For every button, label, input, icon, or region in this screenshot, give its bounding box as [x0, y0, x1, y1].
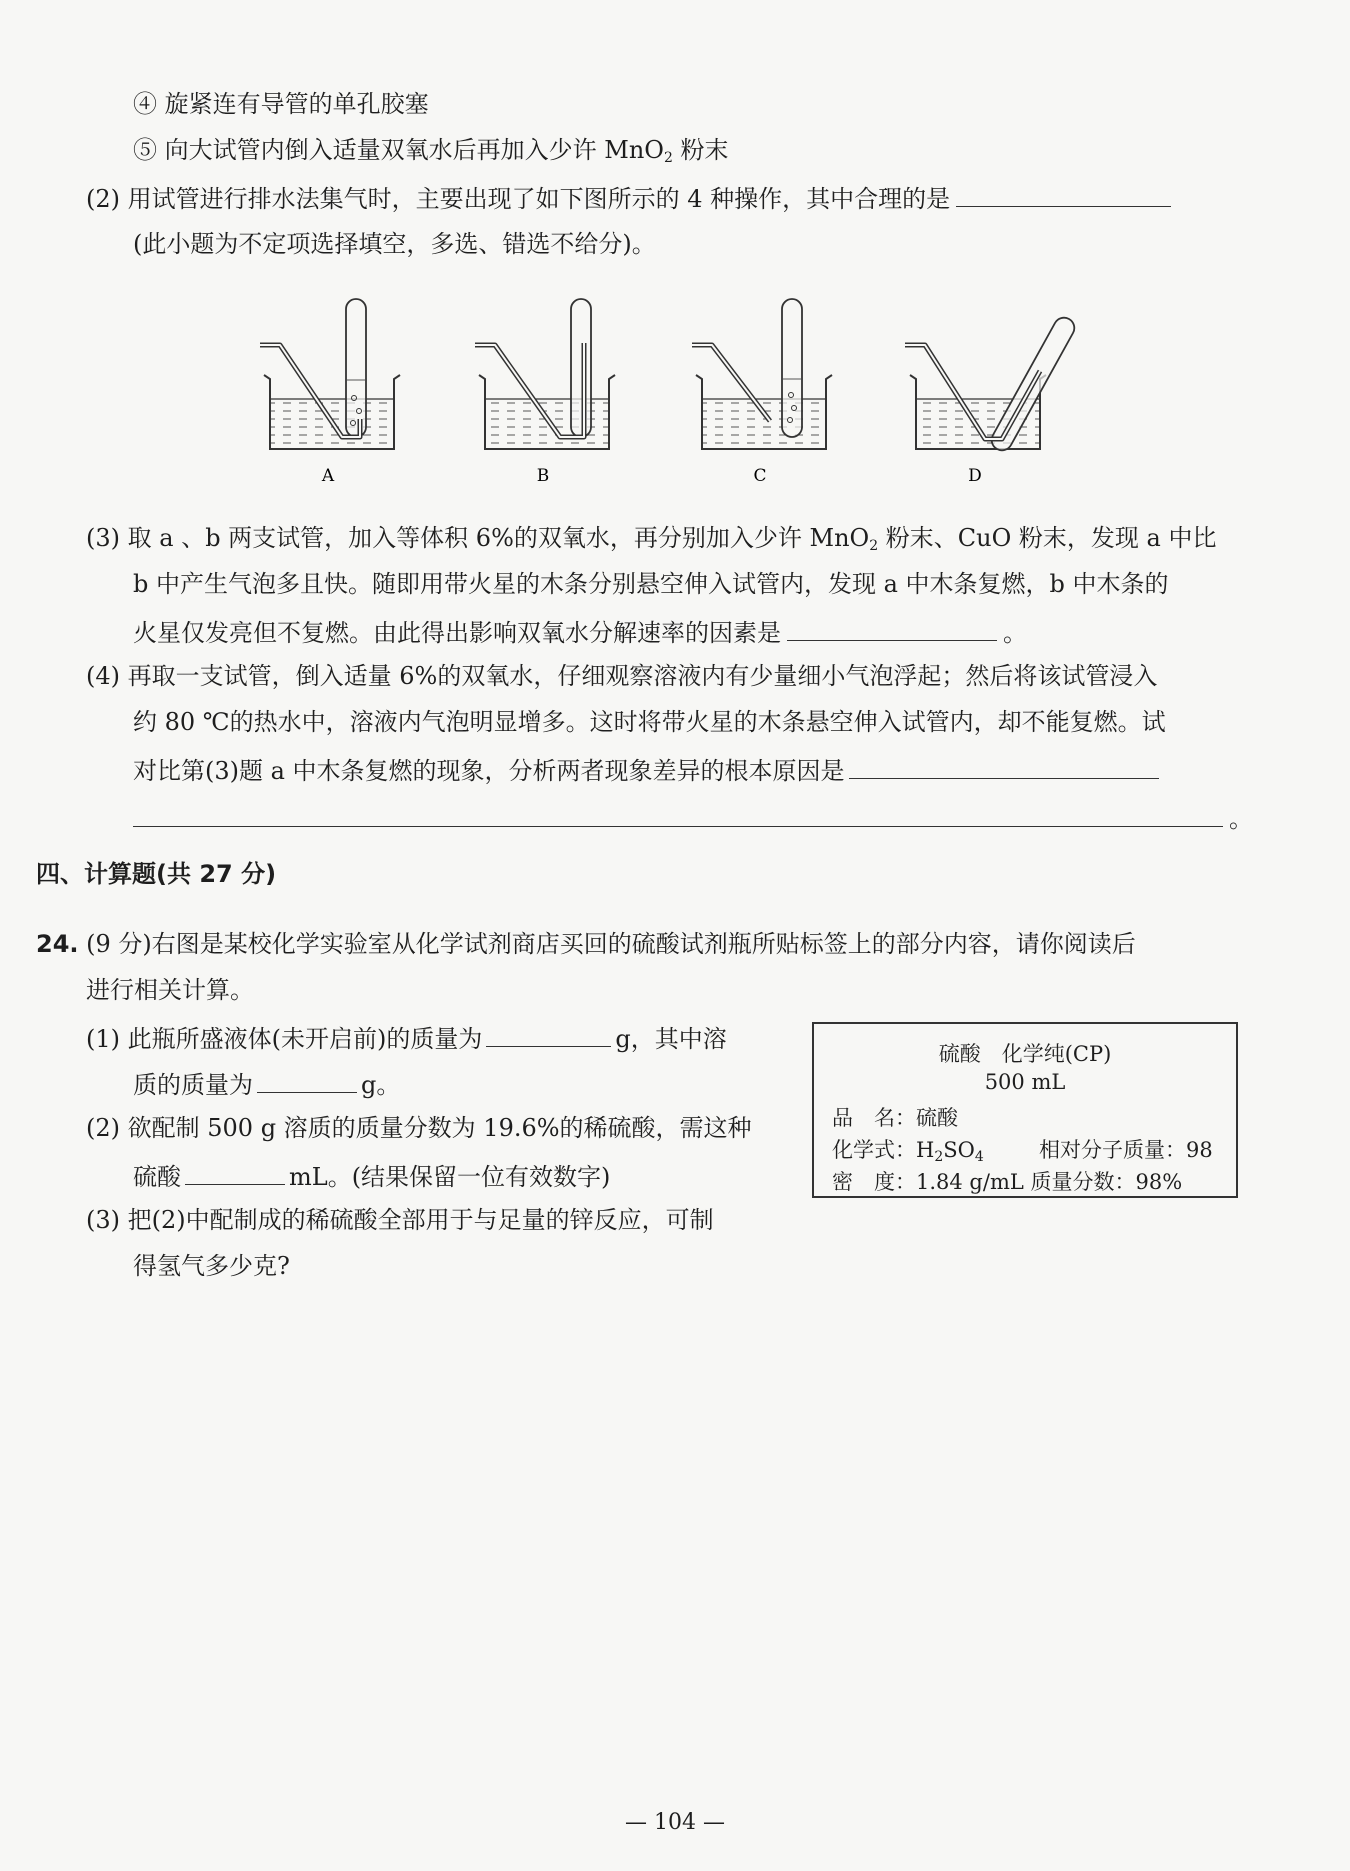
- q24-p1-text-tail: g，其中溶: [615, 1025, 727, 1053]
- q3-text-1-tail: 粉末、CuO 粉末，发现 a 中比: [878, 524, 1217, 552]
- setup-a: [260, 299, 400, 486]
- q3-line-3: [133, 614, 1027, 649]
- q4-period: 。: [1229, 805, 1253, 833]
- q4-line-3: [133, 752, 1159, 787]
- q24-part-1-line-2: [133, 1066, 400, 1101]
- q3-line-2: b 中产生气泡多且快。随即用带火星的木条分别悬空伸入试管内，发现 a 中木条复燃，b 中木条的: [133, 570, 1169, 598]
- step-5-text: ⑤ 向大试管内倒入适量双氧水后再加入少许 MnO: [133, 136, 664, 164]
- reagent-label-formula: [832, 1134, 984, 1165]
- q24-line-2: 进行相关计算。: [86, 976, 254, 1004]
- q2-text: (2) 用试管进行排水法集气时，主要出现了如下图所示的 4 种操作，其中合理的是: [86, 185, 951, 213]
- q24-p1-text-2-tail: g。: [361, 1071, 401, 1099]
- q24-stem: (9 分)右图是某校化学实验室从化学试剂商店买回的硫酸试剂瓶所贴标签上的部分内容，请你阅读后: [78, 930, 1136, 958]
- q24-p2-blank[interactable]: [185, 1158, 285, 1185]
- step-5: [133, 134, 729, 174]
- q2-line-1: [86, 180, 1171, 215]
- formula-sub-2: 4: [974, 1149, 984, 1165]
- formula-text: 化学式：H: [832, 1138, 935, 1162]
- q3-text-3: 火星仅发亮但不复燃。由此得出影响双氧水分解速率的因素是: [133, 619, 781, 647]
- reagent-label-molar-mass: 相对分子质量：98: [1039, 1138, 1213, 1162]
- q24-p2-text: 硫酸: [133, 1163, 181, 1191]
- q24-p2-text-tail: mL。(结果保留一位有效数字): [289, 1163, 611, 1191]
- q24-p1-text: (1) 此瓶所盛液体(未开启前)的质量为: [86, 1025, 483, 1053]
- water-c: [702, 399, 826, 449]
- q24-p1-blank-2[interactable]: [257, 1066, 357, 1093]
- reagent-label-name: 品 名：硫酸: [832, 1106, 958, 1130]
- q4-text-3: 对比第(3)题 a 中木条复燃的现象，分析两者现象差异的根本原因是: [133, 757, 845, 785]
- reagent-label: [812, 1022, 1238, 1198]
- test-tube-a: [346, 299, 366, 437]
- q4-line-1: (4) 再取一支试管，倒入适量 6%的双氧水，仔细观察溶液内有少量细小气泡浮起；然后将该试管浸入: [86, 662, 1158, 690]
- setup-b: [475, 299, 615, 486]
- q3-line-1: [86, 522, 1216, 562]
- step-5-subscript: 2: [663, 150, 673, 166]
- q3-answer-blank[interactable]: [787, 614, 997, 641]
- test-tube-c: [782, 299, 802, 437]
- q2-answer-blank[interactable]: [956, 180, 1171, 207]
- q24-part-2-line-2: [133, 1158, 610, 1193]
- section-title: 四、计算题(共 27 分): [36, 860, 277, 888]
- formula-mid: SO: [943, 1138, 975, 1162]
- q24-p1-text-2: 质的质量为: [133, 1071, 253, 1099]
- setup-d: [905, 318, 1074, 486]
- figure-label-d: D: [968, 466, 982, 486]
- step-4: ④ 旋紧连有导管的单孔胶塞: [133, 90, 429, 118]
- q24-part-3-line-1: (3) 把(2)中配制成的稀硫酸全部用于与足量的锌反应，可制: [86, 1206, 714, 1234]
- q24-part-3-line-2: 得氢气多少克?: [133, 1252, 290, 1280]
- q3-period: 。: [1003, 619, 1027, 647]
- formula-sub-1: 2: [934, 1149, 944, 1165]
- q2-line-2: (此小题为不定项选择填空，多选、错选不给分)。: [133, 230, 656, 258]
- setup-c: [692, 299, 832, 486]
- q4-line-2: 约 80 ℃的热水中，溶液内气泡明显增多。这时将带火星的木条悬空伸入试管内，却不能复燃。试: [133, 708, 1166, 736]
- q24-number: 24.: [36, 930, 79, 958]
- figure-label-c: C: [753, 466, 767, 486]
- step-5-tail: 粉末: [672, 136, 729, 164]
- q3-text-1: (3) 取 a 、b 两支试管，加入等体积 6%的双氧水，再分别加入少许 MnO: [86, 524, 870, 552]
- q24-line-1: [36, 928, 1136, 960]
- figure-label-a: A: [321, 466, 335, 486]
- q24-part-1-line-1: [86, 1020, 727, 1055]
- q4-answer-blank-2[interactable]: [133, 800, 1223, 827]
- test-tube-b: [571, 299, 591, 437]
- reagent-label-density: 密 度：1.84 g/mL 质量分数：98%: [832, 1170, 1183, 1194]
- q24-p1-blank-1[interactable]: [486, 1020, 611, 1047]
- q24-part-2-line-1: (2) 欲配制 500 g 溶质的质量分数为 19.6%的稀硫酸，需这种: [86, 1114, 752, 1142]
- q3-subscript: 2: [869, 538, 879, 554]
- page-number: — 104 —: [625, 1810, 725, 1835]
- q4-line-4: [133, 800, 1253, 835]
- gas-collection-figure: [250, 295, 1090, 495]
- figure-label-b: B: [536, 466, 550, 486]
- reagent-label-title: 硫酸 化学纯(CP): [938, 1042, 1112, 1066]
- q4-answer-blank-1[interactable]: [849, 752, 1159, 779]
- reagent-label-volume: 500 mL: [984, 1070, 1066, 1094]
